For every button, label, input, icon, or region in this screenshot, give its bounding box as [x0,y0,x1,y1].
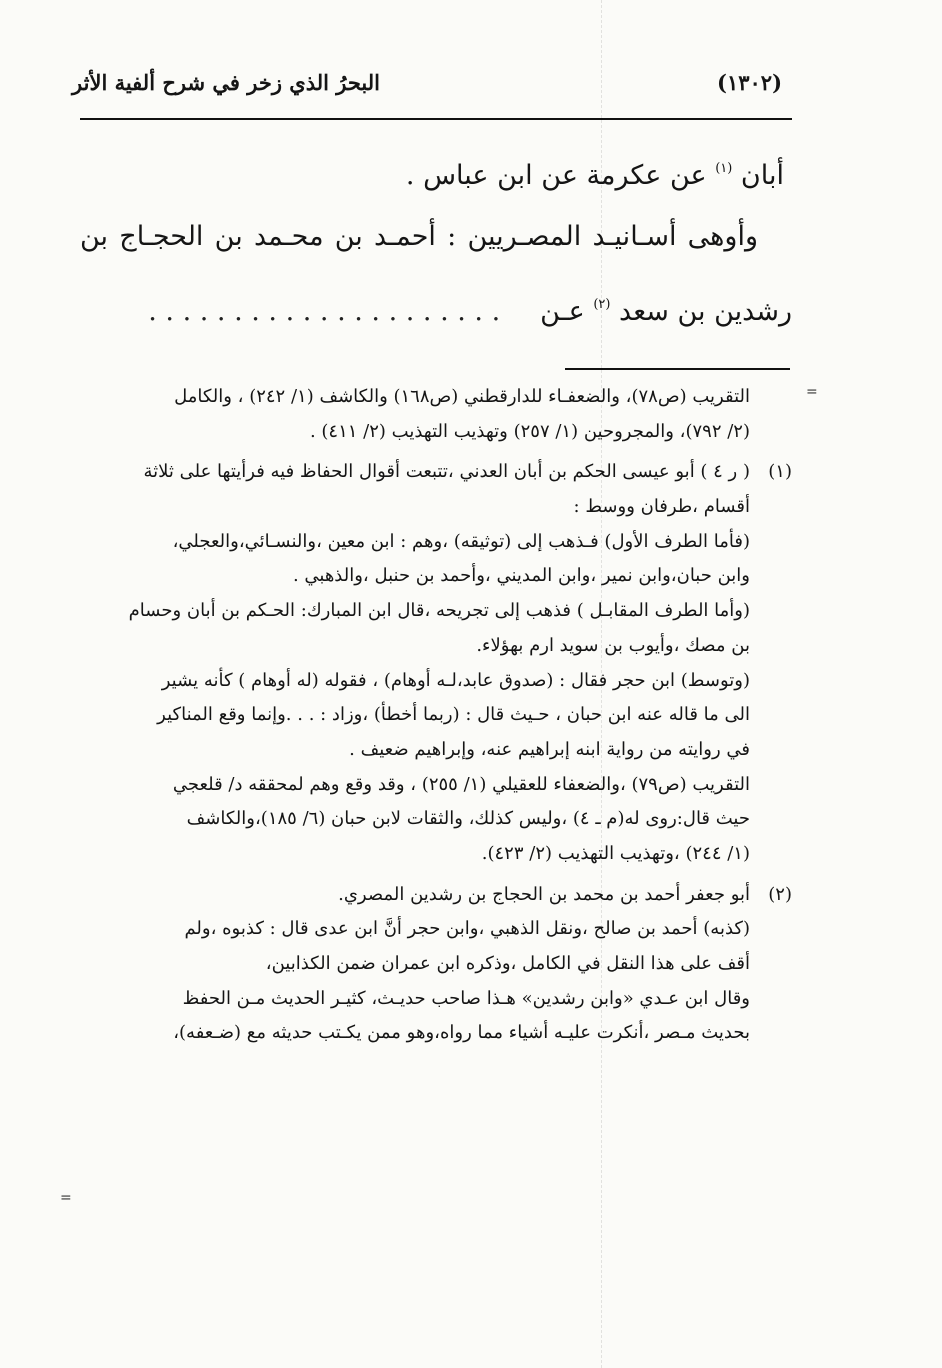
footnote-text: (كذبه) أحمد بن صالح ،ونقل الذهبي ،وابن حجر أنَّ ابن عدى قال : كذبوه ،ولم [184,918,750,940]
footnote-line [80,982,792,1017]
ellipsis-dots: . . . . . . . . . . . . . . . . . . . . . [148,296,501,327]
footnote-text: أقسام ،طرفان ووسط : [573,496,750,518]
footnote-line [80,802,792,837]
footnote-text: بحديث مـصر ،أنكرت عليـه أشياء مما رواه،وهو ممن يكـتب حديثه مع (ضـعفه)، [173,1022,750,1044]
footnote-line [80,594,792,629]
footnote-line [80,455,792,490]
footnote-text: في روايته من رواية ابنه إبراهيم عنه، وإبراهيم ضعيف . [349,738,750,760]
continuation-mark: = [60,1190,72,1206]
footnote-text: (٢/ ٧٩٢)، والمجروحين (١/ ٢٥٧) وتهذيب التهذيب (٢/ ٤١١) . [309,420,750,442]
footnote-text: أبو جعفر أحمد بن محمد بن الحجاج بن رشدين المصري. [338,883,750,905]
footnote-text: أقف على هذا النقل في الكامل ،وذكره ابن عمران ضمن الكذابين، [265,953,750,974]
footnote-text: حيث قال:روى له(م ـ ٤) ،وليس كذلك، والثقات لابن حبان (٦/ ١٨٥)،والكاشف [186,808,750,830]
footnote-line [80,559,792,594]
page-number: (١٣٠٢) [717,70,782,95]
footnote-line [80,768,792,803]
footnote-line [80,837,792,872]
footnote-line [80,912,792,947]
footnotes [80,380,792,1051]
footnote-line [80,490,792,525]
main-line [80,135,792,203]
footnote-text: وقال ابن عـدي «وابن رشدين» هـذا صاحب حديـث، كثيـر الحديث مـن الحفظ [182,987,750,1009]
main-line [80,271,792,339]
footnote-line [80,1016,792,1051]
footnote-text: وابن حبان،وابن نمير ،وابن المديني ،وأحمد بن حنبل ،والذهبي . [292,565,750,587]
footnote-text: (١/ ٢٤٤) ،وتهذيب التهذيب (٢/ ٤٢٣). [481,842,750,864]
header-rule [80,118,792,120]
footnote-line [80,380,792,415]
running-title: البحرُ الذي زخر في شرح ألفية الأثر [72,70,380,95]
main-line-text: رشدين بن سعد [610,296,792,327]
footnote-text: (وأما الطرف المقابـل ) فذهب إلى تجريحه ،قال ابن المبارك: الحـكم بن أبان وحسام [128,600,750,622]
footnote-text: بن مصك ،وأيوب بن سويد ارم بهؤلاء. [476,634,750,656]
footnote-ref: (١) [715,161,733,176]
footnote-line [80,415,792,450]
footnote-text: التقريب (ص٧٨)، والضعفـاء للدارقطني (ص١٦٨) والكاشف (١/ ٢٤٢) ، والكامل [174,386,750,407]
footnote-rule [565,368,790,370]
footnote-line [80,733,792,768]
footnote-line [80,629,792,664]
footnote-line [80,698,792,733]
footnote-text: (فأما الطرف الأول) فـذهب إلى (توثيقه) ،وهم : ابن معين ،والنسـائي،والعجلي، [172,530,750,552]
footnote-text: الى ما قاله عنه ابن حبان ، حـيث قال : (ربما أخطأ) ،وزاد : . . .وإنما وقع المناكير [157,704,750,726]
main-line-text: عـن [540,296,594,327]
continuation-mark: = [806,384,818,400]
footnote-ref: (٢) [593,297,611,312]
main-line [80,203,792,271]
main-line-text: وأوهى أسـانيـد المصـريين : أحمـد بن محـمد بن الحجـاج بن [80,221,758,252]
footnote-line [80,525,792,560]
main-text [80,135,792,339]
main-line-text: أبان [732,160,784,191]
main-line-text: عن عكرمة عن ابن عباس . [405,160,716,191]
footnote-line [80,878,792,913]
footnote-number: (٢) [768,883,792,905]
footnote-number: (١) [768,461,792,483]
footnote-text: ( ر ٤ ) أبو عيسى الحكم بن أبان العدني ،تتبعت أقوال الحفاظ فيه فرأيتها على ثلاثة [143,461,750,483]
footnote-text: التقريب (ص٧٩) ،والضعفاء للعقيلي (١/ ٢٥٥) ، وقد وقع وهم لمحققه د/ قلعجي [172,773,750,795]
footnote-line [80,664,792,699]
footnote-text: (وتوسط) ابن حجر فقال : (صدوق عابد،لـه أوهام) ، فقوله (له أوهام ) كأنه يشير [161,669,750,691]
footnote-line [80,947,792,982]
